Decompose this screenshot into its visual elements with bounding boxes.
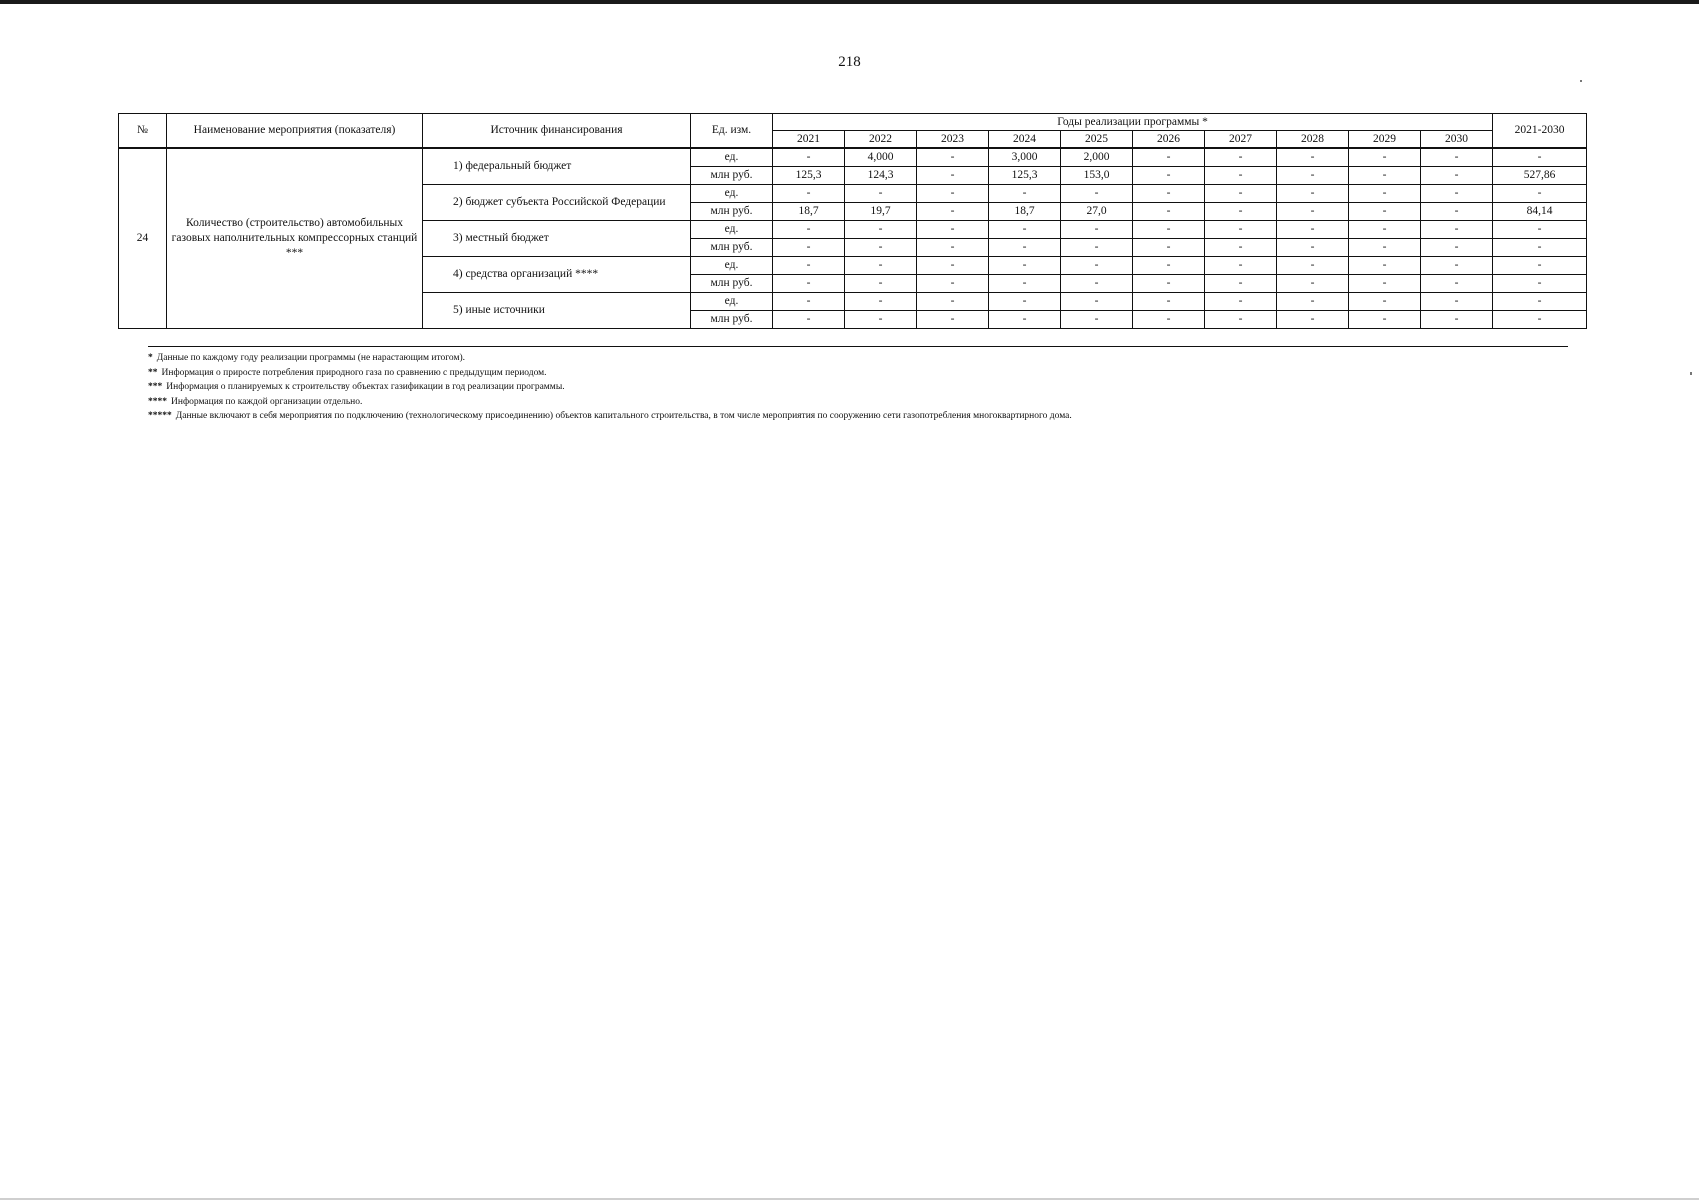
year-value-cell: - — [1133, 148, 1205, 167]
scan-speck — [1690, 372, 1692, 375]
total-cell: - — [1493, 257, 1587, 275]
unit-cell: млн руб. — [691, 311, 773, 329]
year-value-cell: - — [1349, 275, 1421, 293]
header-year: 2021 — [773, 131, 845, 149]
unit-cell: млн руб. — [691, 167, 773, 185]
header-year: 2026 — [1133, 131, 1205, 149]
year-value-cell: - — [1205, 239, 1277, 257]
year-value-cell: - — [917, 239, 989, 257]
year-value-cell: - — [845, 311, 917, 329]
year-value-cell: - — [1061, 311, 1133, 329]
year-value-cell: - — [773, 275, 845, 293]
year-value-cell: - — [1133, 311, 1205, 329]
year-value-cell: - — [1133, 257, 1205, 275]
year-value-cell: 19,7 — [845, 203, 917, 221]
year-value-cell: 27,0 — [1061, 203, 1133, 221]
header-years-group: Годы реализации программы * — [773, 114, 1493, 131]
year-value-cell: - — [1421, 293, 1493, 311]
year-value-cell: - — [1133, 203, 1205, 221]
footnote — [148, 351, 1568, 366]
year-value-cell: - — [1421, 257, 1493, 275]
header-year: 2023 — [917, 131, 989, 149]
year-value-cell: - — [1421, 167, 1493, 185]
year-value-cell: - — [1277, 293, 1349, 311]
year-value-cell: - — [773, 221, 845, 239]
year-value-cell: - — [1061, 239, 1133, 257]
header-year: 2027 — [1205, 131, 1277, 149]
financing-table — [118, 113, 1587, 329]
unit-cell: ед. — [691, 257, 773, 275]
year-value-cell: - — [1277, 257, 1349, 275]
year-value-cell: - — [1421, 221, 1493, 239]
year-value-cell: - — [773, 311, 845, 329]
year-value-cell: - — [1349, 239, 1421, 257]
header-total: 2021-2030 — [1493, 114, 1587, 149]
year-value-cell: - — [1061, 293, 1133, 311]
header-year: 2029 — [1349, 131, 1421, 149]
year-value-cell: - — [1205, 203, 1277, 221]
year-value-cell: - — [989, 275, 1061, 293]
footnote-text: Информация по каждой организации отдельно. — [171, 396, 363, 407]
year-value-cell: - — [1349, 203, 1421, 221]
header-no: № — [119, 114, 167, 149]
year-value-cell: - — [989, 239, 1061, 257]
year-value-cell: - — [1205, 167, 1277, 185]
year-value-cell: - — [845, 185, 917, 203]
footnote-mark: ** — [148, 367, 158, 378]
year-value-cell: 4,000 — [845, 148, 917, 167]
unit-cell: ед. — [691, 221, 773, 239]
year-value-cell: - — [1421, 203, 1493, 221]
footnote-text: Информация о планируемых к строительству объектах газификации в год реализации программы. — [166, 382, 565, 392]
year-value-cell: - — [1277, 275, 1349, 293]
total-cell: - — [1493, 221, 1587, 239]
funding-source: 4) средства организаций **** — [423, 257, 691, 293]
year-value-cell: - — [1349, 311, 1421, 329]
year-value-cell: - — [1277, 185, 1349, 203]
footnote-text: Данные включают в себя мероприятия по подключению (технологическому присоединению) объектов капитального строительства, в том числе мероприятия по сооружению сети газопотребления многоквартирного дома. — [175, 411, 1072, 421]
year-value-cell: - — [1421, 185, 1493, 203]
table-body — [119, 148, 1587, 329]
year-value-cell: - — [1133, 239, 1205, 257]
year-value-cell: - — [1061, 257, 1133, 275]
unit-cell: млн руб. — [691, 239, 773, 257]
funding-source: 1) федеральный бюджет — [423, 148, 691, 185]
year-value-cell: - — [1277, 203, 1349, 221]
year-value-cell: - — [917, 221, 989, 239]
year-value-cell: - — [773, 148, 845, 167]
year-value-cell: - — [845, 293, 917, 311]
scan-speck — [1580, 80, 1582, 82]
year-value-cell: - — [917, 311, 989, 329]
year-value-cell: 18,7 — [773, 203, 845, 221]
header-year: 2028 — [1277, 131, 1349, 149]
table-header — [119, 114, 1587, 149]
year-value-cell: - — [1421, 239, 1493, 257]
year-value-cell: - — [1133, 293, 1205, 311]
year-value-cell: - — [917, 275, 989, 293]
unit-cell: ед. — [691, 185, 773, 203]
year-value-cell: - — [773, 239, 845, 257]
total-cell: - — [1493, 311, 1587, 329]
footnote-mark: *** — [148, 382, 163, 392]
year-value-cell: - — [1061, 275, 1133, 293]
footnote-text: Данные по каждому году реализации программы (не нарастающим итогом). — [156, 353, 466, 363]
year-value-cell: - — [1421, 148, 1493, 167]
year-value-cell: 125,3 — [989, 167, 1061, 185]
total-cell: - — [1493, 185, 1587, 203]
page-number: 218 — [838, 54, 861, 70]
total-cell: - — [1493, 239, 1587, 257]
year-value-cell: - — [773, 293, 845, 311]
year-value-cell: - — [1277, 311, 1349, 329]
year-value-cell: - — [1061, 221, 1133, 239]
year-value-cell: - — [917, 167, 989, 185]
year-value-cell: - — [773, 185, 845, 203]
footnote — [148, 380, 1568, 395]
header-source: Источник финансирования — [423, 114, 691, 149]
table-row — [119, 148, 1587, 167]
year-value-cell: - — [1349, 293, 1421, 311]
year-value-cell: - — [1133, 167, 1205, 185]
funding-source: 5) иные источники — [423, 293, 691, 329]
year-value-cell: - — [989, 221, 1061, 239]
year-value-cell: 125,3 — [773, 167, 845, 185]
year-value-cell: - — [1133, 185, 1205, 203]
year-value-cell: 18,7 — [989, 203, 1061, 221]
year-value-cell: 3,000 — [989, 148, 1061, 167]
year-value-cell: - — [1349, 257, 1421, 275]
year-value-cell: - — [1133, 275, 1205, 293]
footnote-mark: ***** — [148, 411, 172, 421]
footnote-mark: **** — [148, 396, 167, 407]
scan-top-edge — [0, 0, 1699, 4]
year-value-cell: - — [1349, 185, 1421, 203]
year-value-cell: 124,3 — [845, 167, 917, 185]
year-value-cell: - — [1349, 221, 1421, 239]
footnote-mark: * — [148, 353, 153, 363]
unit-cell: ед. — [691, 293, 773, 311]
funding-source: 2) бюджет субъекта Российской Федерации — [423, 185, 691, 221]
year-value-cell: - — [917, 148, 989, 167]
header-unit: Ед. изм. — [691, 114, 773, 149]
row-number: 24 — [119, 148, 167, 329]
unit-cell: ед. — [691, 148, 773, 167]
total-cell: 84,14 — [1493, 203, 1587, 221]
year-value-cell: - — [1205, 148, 1277, 167]
year-value-cell: - — [845, 257, 917, 275]
year-value-cell: - — [1349, 148, 1421, 167]
year-value-cell: - — [989, 185, 1061, 203]
year-value-cell: - — [773, 257, 845, 275]
year-value-cell: - — [1421, 275, 1493, 293]
year-value-cell: 153,0 — [1061, 167, 1133, 185]
total-cell: - — [1493, 275, 1587, 293]
year-value-cell: - — [917, 293, 989, 311]
footnotes — [148, 346, 1568, 424]
footnote-text: Информация о приросте потребления природного газа по сравнению с предыдущим периодом. — [161, 367, 547, 378]
year-value-cell: - — [1061, 185, 1133, 203]
header-name: Наименование мероприятия (показателя) — [167, 114, 423, 149]
year-value-cell: - — [989, 293, 1061, 311]
year-value-cell: - — [989, 311, 1061, 329]
year-value-cell: - — [1277, 221, 1349, 239]
year-value-cell: - — [1277, 148, 1349, 167]
header-year: 2025 — [1061, 131, 1133, 149]
total-cell: - — [1493, 148, 1587, 167]
year-value-cell: - — [1205, 311, 1277, 329]
unit-cell: млн руб. — [691, 275, 773, 293]
year-value-cell: - — [1205, 275, 1277, 293]
year-value-cell: - — [1421, 311, 1493, 329]
year-value-cell: - — [1349, 167, 1421, 185]
year-value-cell: - — [989, 257, 1061, 275]
year-value-cell: - — [917, 203, 989, 221]
year-value-cell: - — [845, 221, 917, 239]
total-cell: 527,86 — [1493, 167, 1587, 185]
year-value-cell: - — [845, 239, 917, 257]
header-year: 2024 — [989, 131, 1061, 149]
item-name: Количество (строительство) автомобильных газовых наполнительных компрессорных станций *** — [167, 148, 423, 329]
year-value-cell: - — [845, 275, 917, 293]
unit-cell: млн руб. — [691, 203, 773, 221]
year-value-cell: 2,000 — [1061, 148, 1133, 167]
header-year: 2030 — [1421, 131, 1493, 149]
header-year: 2022 — [845, 131, 917, 149]
footnote — [148, 409, 1568, 424]
year-value-cell: - — [1205, 257, 1277, 275]
year-value-cell: - — [917, 257, 989, 275]
year-value-cell: - — [917, 185, 989, 203]
year-value-cell: - — [1205, 293, 1277, 311]
year-value-cell: - — [1277, 239, 1349, 257]
funding-source: 3) местный бюджет — [423, 221, 691, 257]
year-value-cell: - — [1133, 221, 1205, 239]
footnote — [148, 366, 1568, 381]
year-value-cell: - — [1205, 221, 1277, 239]
year-value-cell: - — [1277, 167, 1349, 185]
year-value-cell: - — [1205, 185, 1277, 203]
total-cell: - — [1493, 293, 1587, 311]
footnote — [148, 395, 1568, 410]
